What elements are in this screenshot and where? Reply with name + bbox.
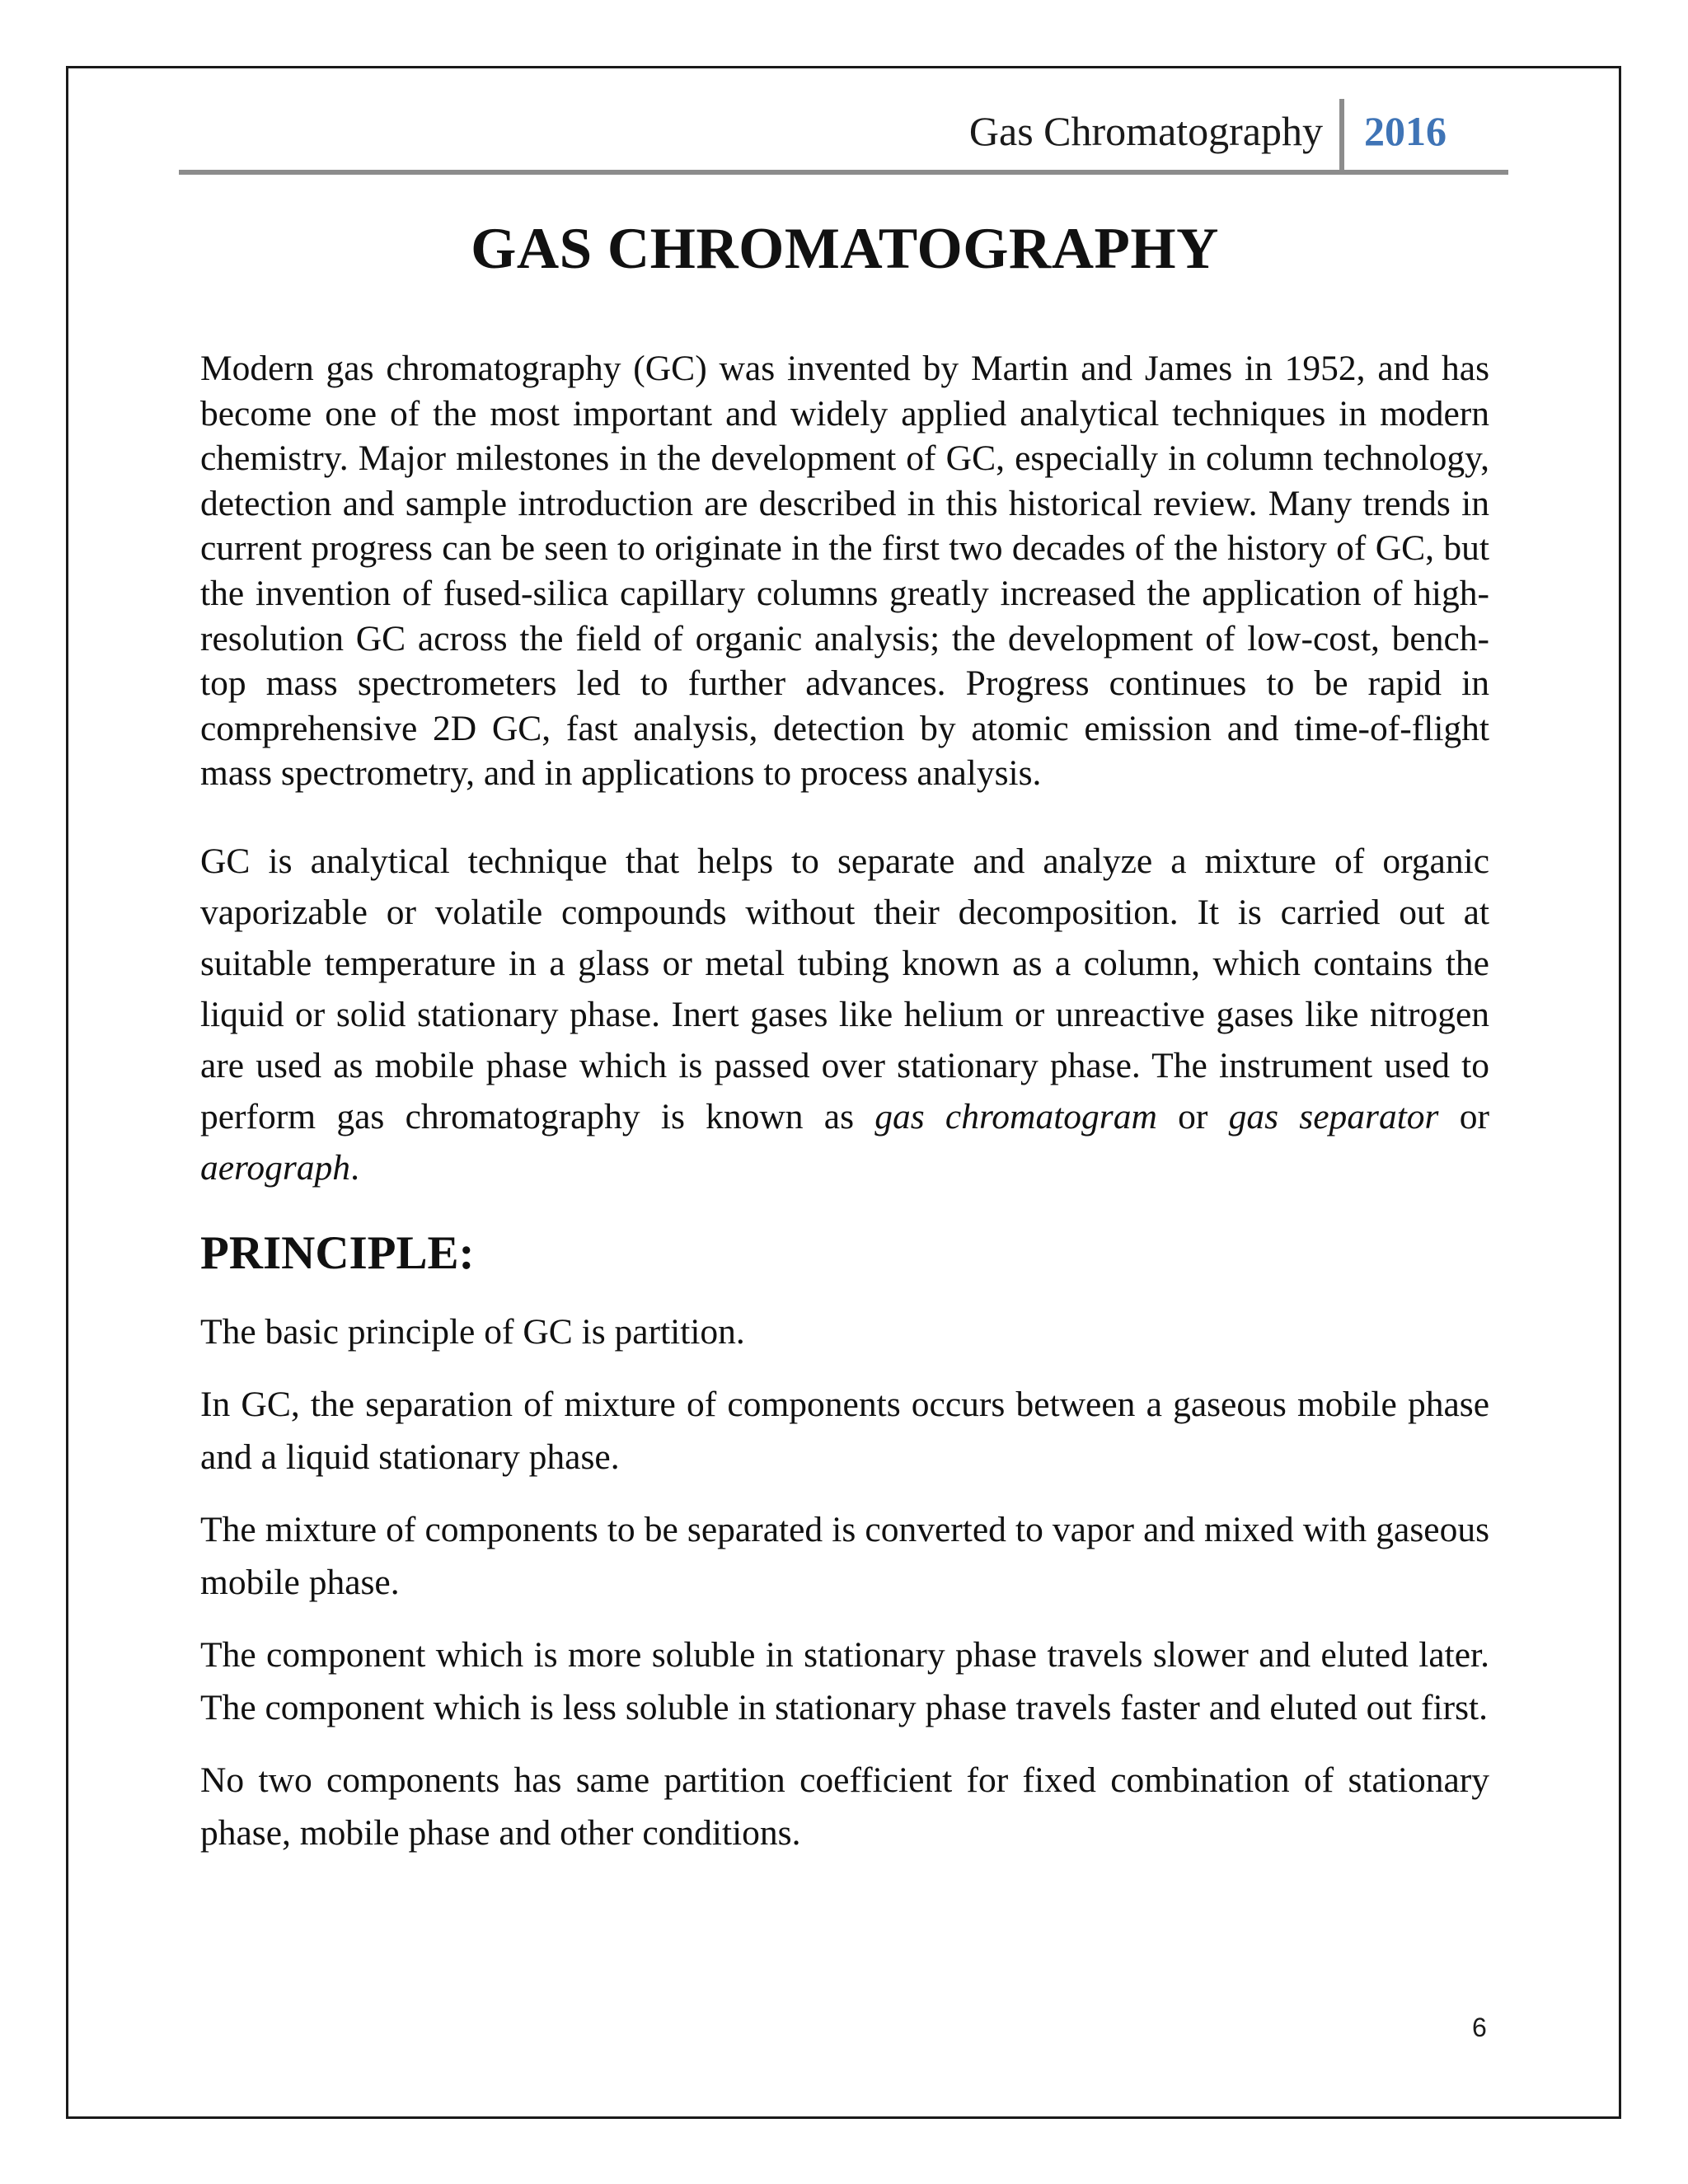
page-content	[200, 346, 1489, 1859]
principle-paragraph: No two components has same partition coefficient for fixed combination of stationary phase, mobile phase and other conditions.	[200, 1760, 1489, 1853]
header-rule	[179, 170, 1508, 175]
term-aerograph: aerograph	[200, 1147, 351, 1188]
header-divider	[1339, 99, 1344, 171]
running-header	[179, 99, 1508, 171]
principle-paragraph: The mixture of components to be separated is converted to vapor and mixed with gaseous mobile phase.	[200, 1509, 1489, 1602]
principle-heading: PRINCIPLE:	[200, 1226, 475, 1279]
header-year: 2016	[1364, 108, 1447, 154]
principle-paragraph: The component which is more soluble in stationary phase travels slower and eluted later. The component which is less soluble in stationary phase travels faster and eluted out first.	[200, 1634, 1489, 1727]
intro-paragraph	[200, 836, 1489, 1193]
term-gas-chromatogram: gas chromatogram	[874, 1096, 1157, 1137]
intro-text: GC is analytical technique that helps to separate and analyze a mixture of organic vaporizable or volatile compounds without their decomposition. It is carried out at suitable temperature in a glass or metal tubing known as a column, which contains the liquid or solid stationary phase. Inert gases like helium or unreactive gases like nitrogen are used as mobile phase which is passed over stationary phase. The instrument used to perform gas chromatography is known as	[200, 841, 1489, 1137]
intro-end: .	[350, 1147, 359, 1188]
header-title: Gas Chromatography	[968, 108, 1323, 154]
intro-or-1: or	[1156, 1096, 1229, 1137]
document-title: GAS CHROMATOGRAPHY	[471, 217, 1219, 281]
intro-or-2: or	[1438, 1096, 1489, 1137]
term-gas-separator: gas separator	[1228, 1096, 1439, 1137]
principle-paragraph: The basic principle of GC is partition.	[200, 1311, 745, 1352]
abstract-paragraph: Modern gas chromatography (GC) was invented by Martin and James in 1952, and has become one of the most important and widely applied analytical techniques in modern chemistry. Major milestones in the development of GC, especially in column technology, detection and sample introduction are described in this historical review. Many trends in current progress can be seen to originate in the first two decades of the history of GC, but the invention of fused-silica capillary columns greatly increased the application of high-resolution GC across the field of organic analysis; the development of low-cost, bench-top mass spectrometers led to further advances. Progress continues to be rapid in comprehensive 2D GC, fast analysis, detection by atomic emission and time-of-flight mass spectrometry, and in applications to process analysis.	[200, 349, 1489, 794]
principle-paragraph: In GC, the separation of mixture of components occurs between a gaseous mobile phase and a liquid stationary phase.	[200, 1384, 1489, 1477]
page-number: 6	[1472, 2013, 1487, 2042]
